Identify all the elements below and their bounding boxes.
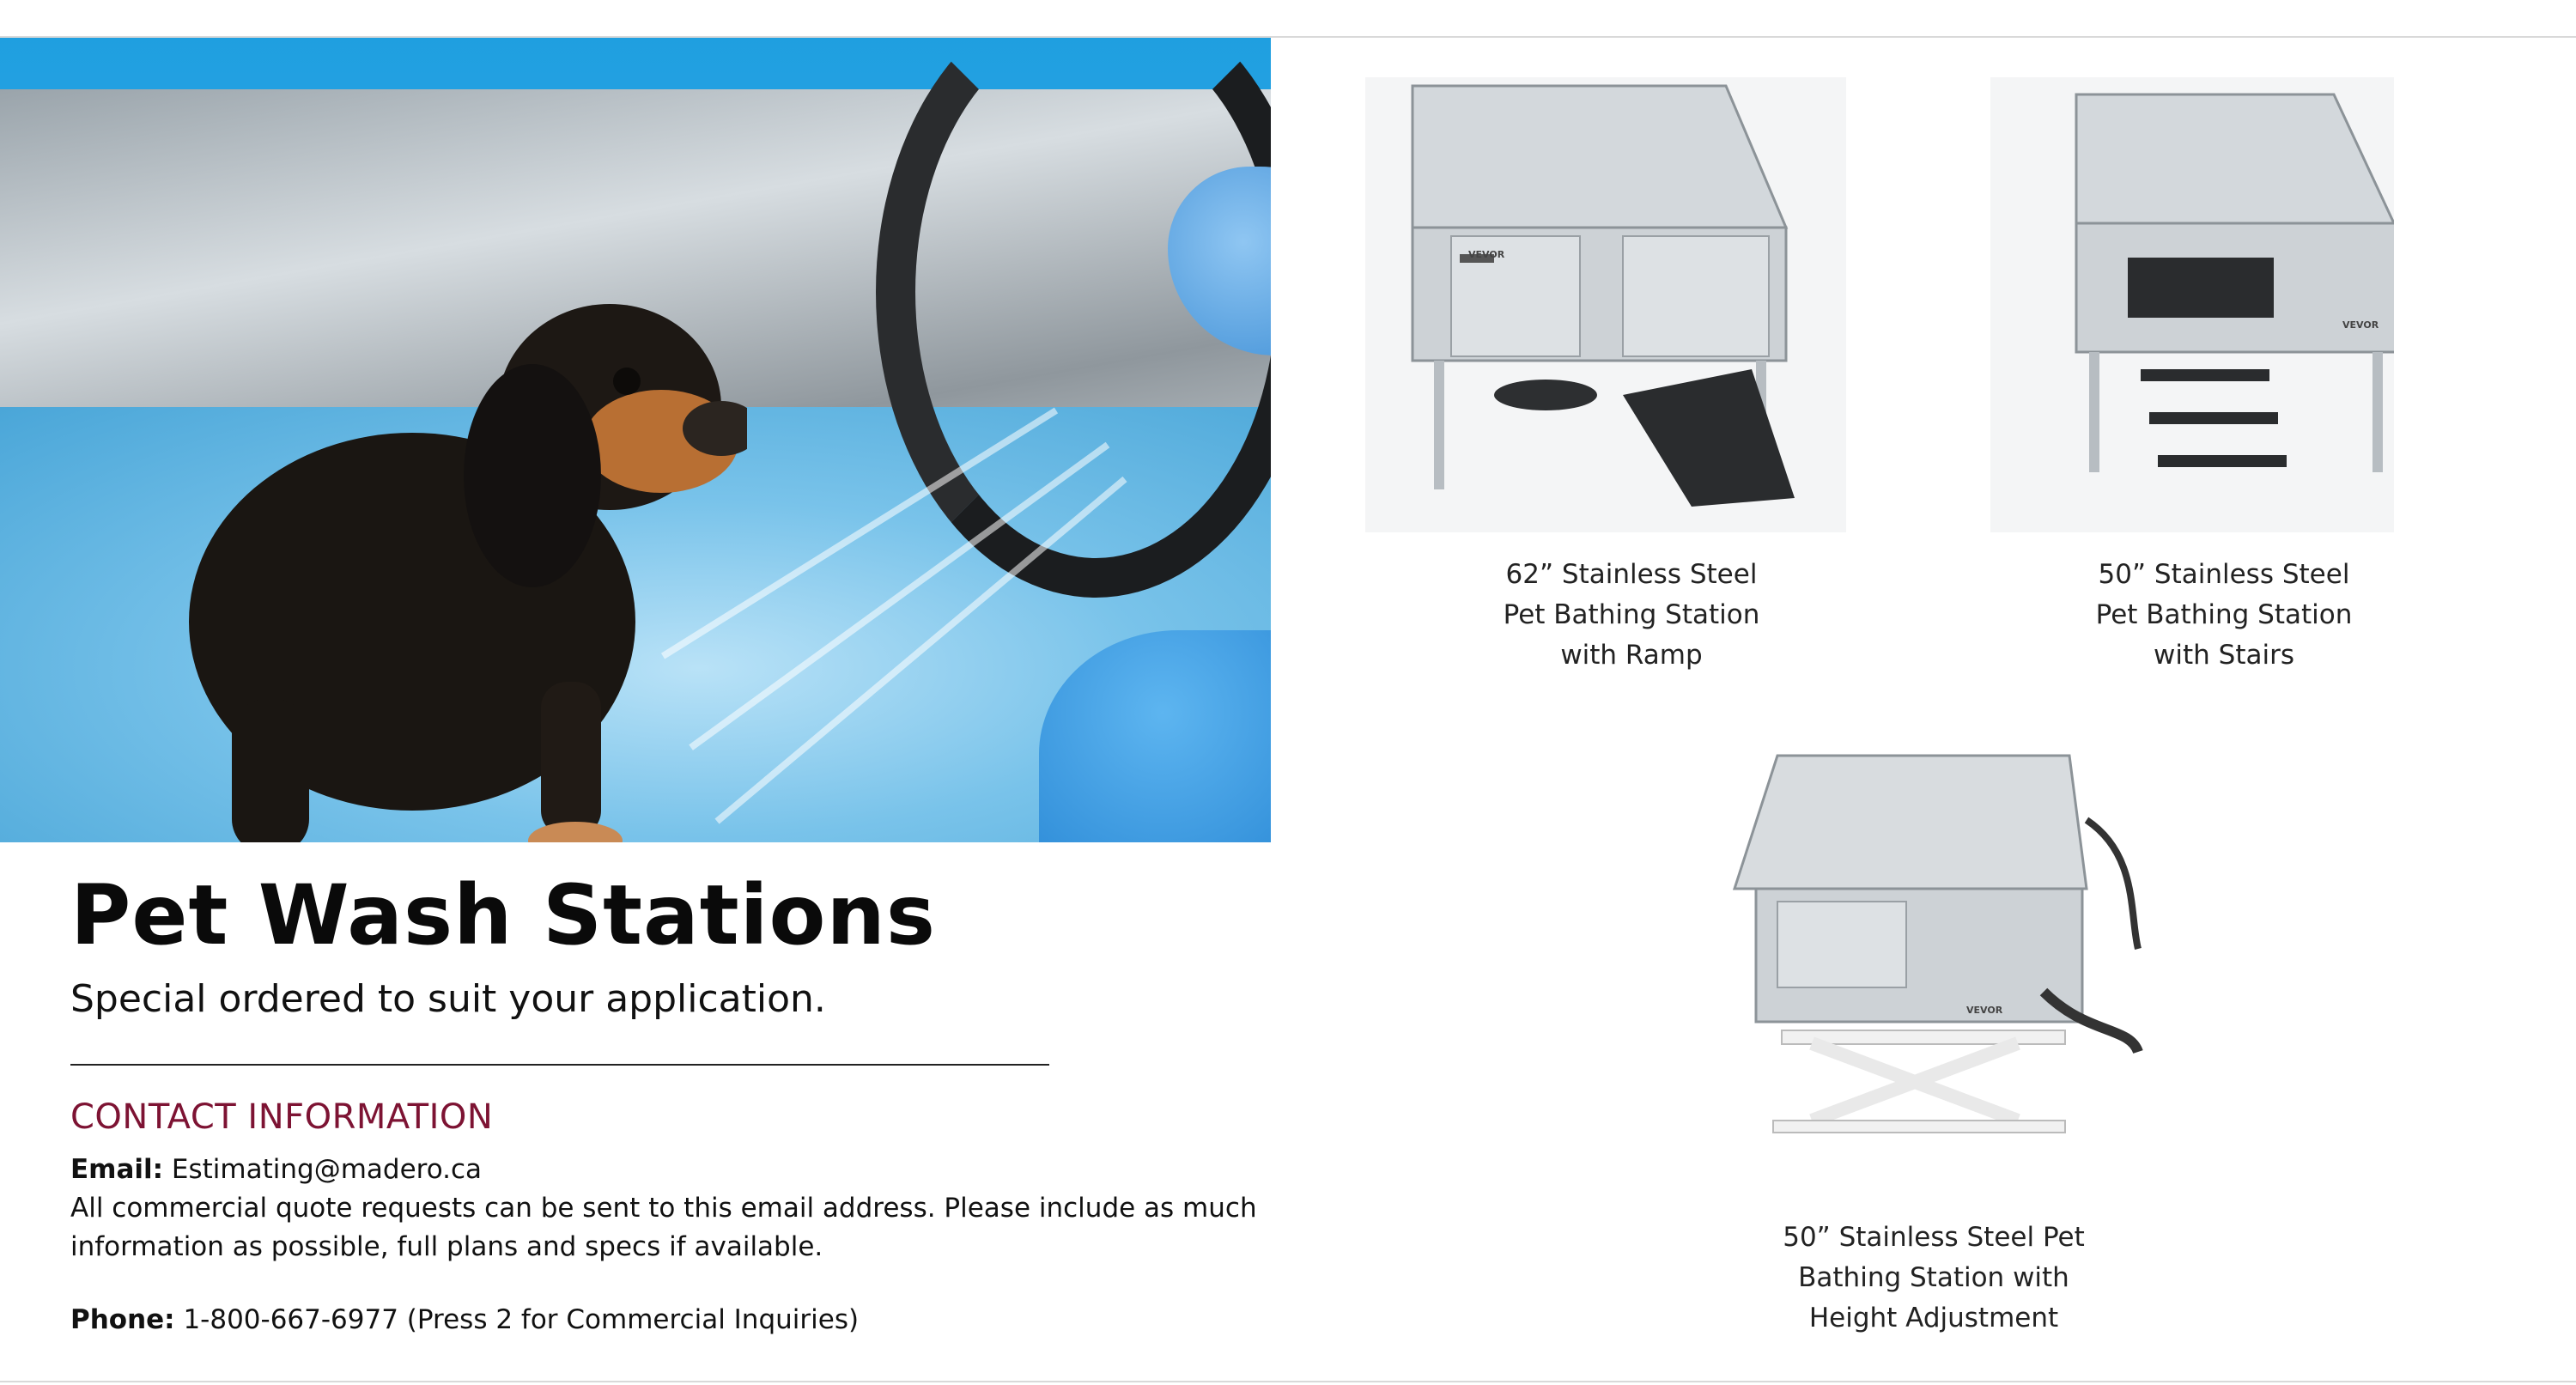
page-subtitle: Special ordered to suit your application.: [70, 977, 826, 1021]
contact-heading: CONTACT INFORMATION: [70, 1097, 494, 1137]
product-image-height-adjust-station: [1726, 743, 2155, 1189]
brand-logo: VEVOR: [1468, 249, 1505, 260]
caption-line: Pet Bathing Station: [1503, 599, 1760, 630]
caption-line: 62” Stainless Steel: [1505, 559, 1758, 590]
email-value[interactable]: Estimating@madero.ca: [171, 1154, 483, 1185]
product-caption-stairs-station: [2052, 555, 2396, 676]
email-line: [70, 1151, 482, 1188]
bottom-rule: [0, 1381, 2576, 1382]
hero-dog-bath-photo: [0, 38, 1271, 842]
section-divider: [70, 1064, 1049, 1066]
caption-line: 50” Stainless Steel Pet: [1783, 1222, 2085, 1253]
caption-line: 50” Stainless Steel: [2098, 559, 2350, 590]
product-image-stairs-station: [1990, 77, 2394, 532]
phone-value[interactable]: 1-800-667-6977 (Press 2 for Commercial Inquiries): [183, 1304, 860, 1335]
phone-label: Phone:: [70, 1304, 175, 1335]
bathing-station-ramp-icon: [1365, 77, 1846, 532]
email-label: Email:: [70, 1154, 164, 1185]
email-note-line-2: information as possible, full plans and specs if available.: [70, 1231, 823, 1262]
brand-logo: VEVOR: [1966, 1005, 2003, 1016]
page-title: Pet Wash Stations: [70, 867, 936, 963]
caption-line: with Ramp: [1560, 640, 1703, 671]
bathing-station-stairs-icon: [1990, 77, 2394, 532]
caption-line: with Stairs: [2154, 640, 2294, 671]
phone-line: [70, 1301, 859, 1339]
email-note-line-1: All commercial quote requests can be sent to this email address. Please include as much: [70, 1193, 1257, 1224]
product-image-ramp-station: [1365, 77, 1846, 532]
caption-line: Bathing Station with: [1798, 1262, 2069, 1293]
caption-line: Height Adjustment: [1808, 1303, 2059, 1333]
caption-line: Pet Bathing Station: [2095, 599, 2353, 630]
bathing-station-lift-icon: [1726, 743, 2155, 1189]
product-caption-ramp-station: [1460, 555, 1803, 676]
product-caption-height-adjust-station: [1762, 1218, 2105, 1339]
brand-logo: VEVOR: [2342, 319, 2379, 331]
dog-icon: [129, 252, 747, 842]
